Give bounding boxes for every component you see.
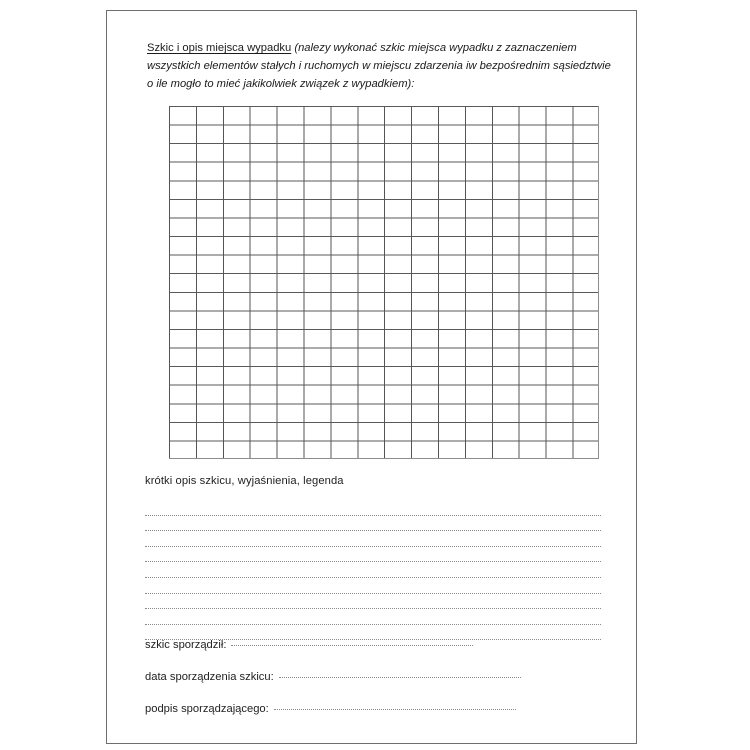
signature-label-date: data sporządzenia szkicu:: [145, 671, 274, 683]
description-line[interactable]: [145, 500, 601, 516]
signature-row-author: [145, 639, 601, 671]
description-line[interactable]: [145, 516, 601, 532]
sketch-grid-right-edge: [598, 106, 599, 459]
section-heading-title: Szkic i opis miejsca wypadku: [147, 42, 292, 54]
description-line[interactable]: [145, 547, 601, 563]
description-lines[interactable]: [145, 500, 601, 640]
description-line[interactable]: [145, 594, 601, 610]
signature-label-signature: podpis sporządzającego:: [145, 703, 269, 715]
signature-field-date[interactable]: [279, 676, 521, 678]
description-line[interactable]: [145, 531, 601, 547]
signature-label-author: szkic sporządził:: [145, 639, 227, 651]
sketch-grid[interactable]: [169, 106, 599, 459]
signature-field-author[interactable]: [231, 644, 473, 646]
description-line[interactable]: [145, 578, 601, 594]
document-sheet: [106, 10, 637, 744]
description-line[interactable]: [145, 562, 601, 578]
section-heading: [147, 39, 612, 93]
description-line[interactable]: [145, 609, 601, 625]
signature-row-signature: [145, 703, 601, 735]
signature-field-signature[interactable]: [274, 708, 516, 710]
signature-row-date: [145, 671, 601, 703]
sketch-grid-lines: [169, 106, 599, 459]
signature-section: [145, 639, 601, 735]
section-heading-note: (nalezy wykonać szkic miejsca wypadku z zaznaczeniem wszystkich elementów stałych i ruchomych w miejscu zdarzenia iw bezpośrednim sąsiedztwie o ile mogło to mieć jakikolwiek związek z wypadkiem):: [147, 42, 611, 91]
sketch-grid-bottom-edge: [169, 458, 599, 459]
description-line[interactable]: [145, 625, 601, 641]
legend-caption: krótki opis szkicu, wyjaśnienia, legenda: [145, 475, 344, 487]
